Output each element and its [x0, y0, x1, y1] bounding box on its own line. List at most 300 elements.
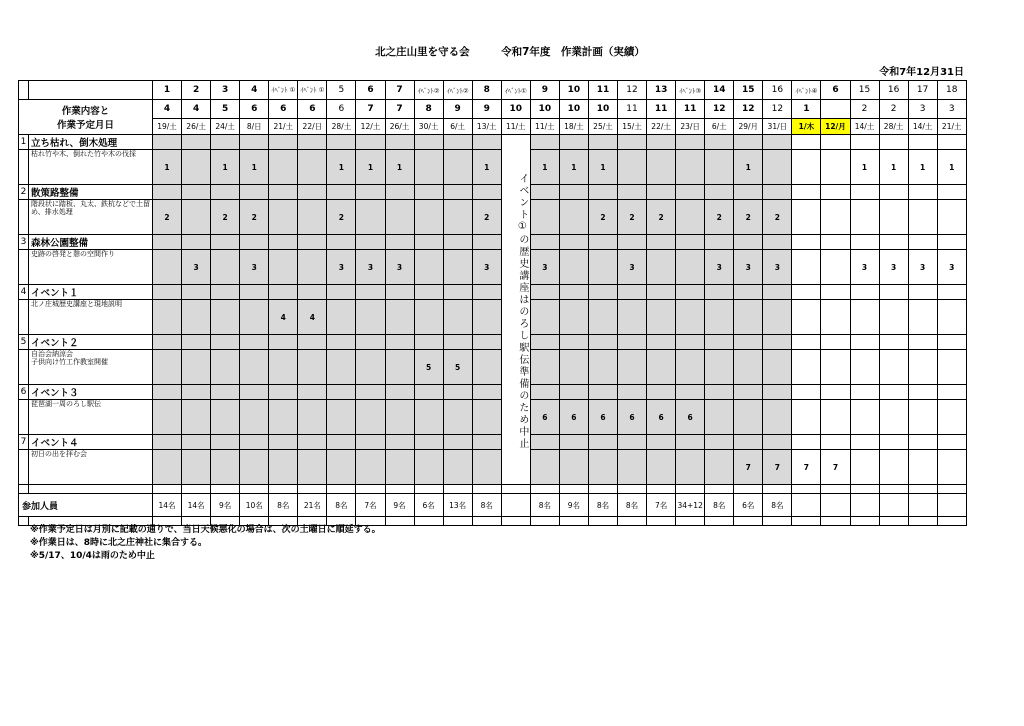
- schedule-cell: [211, 185, 240, 200]
- column-month: 7: [385, 100, 414, 119]
- schedule-cell: [705, 385, 734, 400]
- participants-count: 10名: [240, 494, 269, 517]
- column-number: ｲﾍﾞﾝﾄ②: [414, 81, 443, 100]
- schedule-cell: [821, 335, 850, 350]
- spacer: [879, 517, 908, 526]
- schedule-value: [153, 300, 182, 335]
- schedule-cell: [908, 185, 937, 200]
- schedule-value: [559, 300, 588, 335]
- event-cancel-note: イベント①の歴史講座はのろし駅伝準備のため中止: [501, 135, 530, 485]
- column-number: ｲﾍﾞﾝﾄ ①: [298, 81, 327, 100]
- schedule-value: [908, 200, 937, 235]
- schedule-value: [705, 150, 734, 185]
- schedule-value: [298, 250, 327, 285]
- schedule-value: [879, 400, 908, 435]
- schedule-value: [792, 150, 821, 185]
- schedule-value: [298, 450, 327, 485]
- schedule-cell: [647, 185, 676, 200]
- section-description: 枯れ竹や木、倒れた竹や木の伐採: [29, 150, 153, 185]
- spacer: [792, 517, 821, 526]
- schedule-cell: [385, 235, 414, 250]
- work-plan-table: [18, 80, 967, 526]
- schedule-cell: [443, 335, 472, 350]
- schedule-cell: [588, 335, 617, 350]
- schedule-value: 1: [559, 150, 588, 185]
- schedule-value: [298, 400, 327, 435]
- header-month-row: [19, 100, 967, 119]
- schedule-cell: [472, 435, 501, 450]
- schedule-value: [385, 400, 414, 435]
- schedule-value: [269, 250, 298, 285]
- section-name: イベント２: [29, 335, 153, 350]
- schedule-value: 2: [647, 200, 676, 235]
- column-day: 12/月: [821, 119, 850, 135]
- spacer: [530, 485, 559, 494]
- schedule-cell: [356, 285, 385, 300]
- schedule-cell: [879, 285, 908, 300]
- schedule-cell: [182, 385, 211, 400]
- schedule-value: 6: [647, 400, 676, 435]
- spacer: [385, 485, 414, 494]
- schedule-value: [327, 350, 356, 385]
- footnote: ※5/17、10/4は雨のため中止: [30, 551, 155, 561]
- schedule-cell: [937, 285, 966, 300]
- schedule-value: [559, 200, 588, 235]
- column-day: 6/土: [705, 119, 734, 135]
- participants-label: 参加人員: [19, 494, 153, 517]
- column-day: 28/土: [879, 119, 908, 135]
- column-number: 8: [472, 81, 501, 100]
- participants-count: [821, 494, 850, 517]
- schedule-value: [443, 300, 472, 335]
- schedule-value: [559, 350, 588, 385]
- schedule-value: [443, 200, 472, 235]
- spacer: [501, 485, 530, 494]
- participants-count: 8名: [472, 494, 501, 517]
- schedule-value: 5: [443, 350, 472, 385]
- schedule-value: [850, 350, 879, 385]
- schedule-cell: [414, 235, 443, 250]
- section-number: 6: [19, 385, 29, 400]
- corner-cell: [19, 81, 29, 100]
- participants-count: 8名: [588, 494, 617, 517]
- spacer: [19, 485, 29, 494]
- schedule-value: [298, 150, 327, 185]
- section-title-row: [19, 285, 967, 300]
- schedule-value: [472, 350, 501, 385]
- spacer: [414, 517, 443, 526]
- schedule-cell: [647, 435, 676, 450]
- schedule-value: [356, 200, 385, 235]
- schedule-value: [153, 250, 182, 285]
- footnotes: [30, 524, 381, 563]
- column-day: 24/土: [211, 119, 240, 135]
- spacer: [879, 485, 908, 494]
- section-number: 2: [19, 185, 29, 200]
- corner-cell: [29, 81, 153, 100]
- schedule-value: [908, 450, 937, 485]
- schedule-cell: [792, 435, 821, 450]
- schedule-value: 3: [879, 250, 908, 285]
- column-month: 10: [588, 100, 617, 119]
- section-number: 1: [19, 135, 29, 150]
- schedule-cell: [530, 135, 559, 150]
- column-number: 10: [559, 81, 588, 100]
- participants-count: 9名: [559, 494, 588, 517]
- schedule-cell: [327, 385, 356, 400]
- schedule-value: [443, 250, 472, 285]
- schedule-value: [850, 400, 879, 435]
- spacer-row: [19, 485, 967, 494]
- schedule-value: [530, 350, 559, 385]
- schedule-cell: [327, 135, 356, 150]
- schedule-value: [588, 450, 617, 485]
- schedule-value: [182, 450, 211, 485]
- section-title-row: [19, 385, 967, 400]
- schedule-value: [269, 350, 298, 385]
- schedule-cell: [240, 235, 269, 250]
- schedule-cell: [792, 135, 821, 150]
- schedule-cell: [618, 135, 647, 150]
- schedule-cell: [559, 135, 588, 150]
- column-day: 23/日: [676, 119, 705, 135]
- schedule-cell: [676, 435, 705, 450]
- participants-count: 8名: [530, 494, 559, 517]
- schedule-cell: [937, 185, 966, 200]
- schedule-cell: [443, 135, 472, 150]
- participants-count: 34+12: [676, 494, 705, 517]
- schedule-cell: [443, 285, 472, 300]
- column-number: 5: [327, 81, 356, 100]
- column-day: 29/月: [734, 119, 763, 135]
- participants-count: 8名: [327, 494, 356, 517]
- schedule-cell: [763, 285, 792, 300]
- schedule-value: [676, 150, 705, 185]
- schedule-cell: [850, 135, 879, 150]
- section-name: イベント３: [29, 385, 153, 400]
- section-number-blank: [19, 150, 29, 185]
- schedule-cell: [153, 185, 182, 200]
- schedule-value: 3: [182, 250, 211, 285]
- schedule-value: [385, 350, 414, 385]
- schedule-value: [240, 450, 269, 485]
- schedule-value: 2: [705, 200, 734, 235]
- schedule-cell: [153, 435, 182, 450]
- schedule-value: [937, 300, 966, 335]
- schedule-cell: [908, 335, 937, 350]
- schedule-cell: [298, 335, 327, 350]
- schedule-value: 1: [937, 150, 966, 185]
- schedule-value: [472, 300, 501, 335]
- schedule-value: 2: [472, 200, 501, 235]
- spacer: [443, 485, 472, 494]
- section-name: イベント４: [29, 435, 153, 450]
- section-activity-row: [19, 150, 967, 185]
- spacer: [676, 485, 705, 494]
- schedule-value: [937, 200, 966, 235]
- section-activity-row: [19, 250, 967, 285]
- spacer: [850, 517, 879, 526]
- column-month: 9: [443, 100, 472, 119]
- spacer: [850, 485, 879, 494]
- schedule-value: [792, 400, 821, 435]
- schedule-cell: [327, 185, 356, 200]
- spacer: [530, 517, 559, 526]
- spacer: [647, 517, 676, 526]
- schedule-value: [385, 300, 414, 335]
- column-number: 2: [182, 81, 211, 100]
- schedule-cell: [705, 135, 734, 150]
- spacer: [792, 485, 821, 494]
- spacer: [153, 485, 182, 494]
- schedule-cell: [356, 135, 385, 150]
- document-date: 令和7年12月31日: [879, 67, 964, 78]
- schedule-cell: [850, 435, 879, 450]
- participants-count: [879, 494, 908, 517]
- column-number: 3: [211, 81, 240, 100]
- header-number-row: [19, 81, 967, 100]
- footnote: ※作業日は、8時に北之庄神社に集合する。: [30, 538, 208, 548]
- schedule-value: [182, 300, 211, 335]
- spacer: [356, 485, 385, 494]
- schedule-value: [240, 350, 269, 385]
- schedule-value: [763, 400, 792, 435]
- schedule-cell: [240, 435, 269, 450]
- schedule-cell: [414, 285, 443, 300]
- schedule-cell: [211, 435, 240, 450]
- schedule-cell: [734, 335, 763, 350]
- schedule-value: 1: [153, 150, 182, 185]
- schedule-cell: [559, 285, 588, 300]
- schedule-cell: [269, 235, 298, 250]
- schedule-cell: [472, 235, 501, 250]
- schedule-cell: [269, 185, 298, 200]
- spacer: [443, 517, 472, 526]
- schedule-value: [385, 200, 414, 235]
- schedule-value: [792, 250, 821, 285]
- schedule-cell: [443, 385, 472, 400]
- section-name: 散策路整備: [29, 185, 153, 200]
- participants-count: 9名: [211, 494, 240, 517]
- schedule-value: [472, 400, 501, 435]
- participants-count: [850, 494, 879, 517]
- spacer: [734, 517, 763, 526]
- schedule-value: [647, 250, 676, 285]
- schedule-cell: [530, 385, 559, 400]
- schedule-cell: [705, 235, 734, 250]
- schedule-cell: [211, 335, 240, 350]
- section-activity-row: [19, 450, 967, 485]
- schedule-value: [734, 300, 763, 335]
- schedule-cell: [153, 235, 182, 250]
- schedule-cell: [618, 335, 647, 350]
- schedule-value: [676, 300, 705, 335]
- schedule-value: 3: [937, 250, 966, 285]
- participants-count: 21名: [298, 494, 327, 517]
- schedule-cell: [559, 235, 588, 250]
- schedule-value: [850, 200, 879, 235]
- column-month: 9: [472, 100, 501, 119]
- schedule-cell: [559, 185, 588, 200]
- schedule-cell: [211, 385, 240, 400]
- schedule-value: 1: [327, 150, 356, 185]
- schedule-value: [182, 350, 211, 385]
- schedule-value: [879, 300, 908, 335]
- schedule-value: [792, 300, 821, 335]
- column-number: 14: [705, 81, 734, 100]
- schedule-cell: [182, 135, 211, 150]
- schedule-cell: [879, 235, 908, 250]
- column-number: 17: [908, 81, 937, 100]
- schedule-value: [588, 350, 617, 385]
- participants-count: 9名: [385, 494, 414, 517]
- schedule-value: 6: [530, 400, 559, 435]
- schedule-cell: [908, 435, 937, 450]
- schedule-value: 7: [792, 450, 821, 485]
- schedule-cell: [588, 285, 617, 300]
- spacer: [327, 485, 356, 494]
- schedule-value: 2: [588, 200, 617, 235]
- column-month: 2: [879, 100, 908, 119]
- schedule-cell: [240, 335, 269, 350]
- schedule-value: [298, 200, 327, 235]
- schedule-cell: [821, 385, 850, 400]
- schedule-value: 3: [327, 250, 356, 285]
- schedule-cell: [850, 285, 879, 300]
- column-month: 12: [734, 100, 763, 119]
- schedule-value: 1: [356, 150, 385, 185]
- schedule-cell: [937, 135, 966, 150]
- participants-count: 8名: [763, 494, 792, 517]
- schedule-cell: [269, 335, 298, 350]
- schedule-cell: [182, 185, 211, 200]
- schedule-value: 1: [850, 150, 879, 185]
- schedule-value: [414, 250, 443, 285]
- spacer: [559, 517, 588, 526]
- section-number: 3: [19, 235, 29, 250]
- schedule-cell: [850, 185, 879, 200]
- schedule-value: [356, 450, 385, 485]
- schedule-value: [182, 400, 211, 435]
- column-number: ｲﾍﾞﾝﾄ④: [792, 81, 821, 100]
- column-day: 30/土: [414, 119, 443, 135]
- schedule-cell: [879, 185, 908, 200]
- schedule-value: [153, 350, 182, 385]
- column-month: 8: [414, 100, 443, 119]
- column-month: 10: [530, 100, 559, 119]
- schedule-value: [618, 350, 647, 385]
- column-number: 16: [763, 81, 792, 100]
- section-number-blank: [19, 450, 29, 485]
- column-month: 6: [298, 100, 327, 119]
- section-number: 7: [19, 435, 29, 450]
- schedule-value: 6: [676, 400, 705, 435]
- schedule-value: [705, 300, 734, 335]
- schedule-value: 4: [298, 300, 327, 335]
- spacer: [240, 485, 269, 494]
- schedule-value: [908, 350, 937, 385]
- schedule-cell: [734, 435, 763, 450]
- schedule-value: [647, 450, 676, 485]
- column-day: 21/土: [937, 119, 966, 135]
- participants-count: 13名: [443, 494, 472, 517]
- schedule-value: [211, 450, 240, 485]
- schedule-cell: [588, 185, 617, 200]
- schedule-cell: [647, 135, 676, 150]
- schedule-value: 1: [734, 150, 763, 185]
- schedule-value: 3: [850, 250, 879, 285]
- schedule-cell: [879, 435, 908, 450]
- schedule-cell: [182, 285, 211, 300]
- spacer: [705, 517, 734, 526]
- column-day: 22/土: [647, 119, 676, 135]
- column-day: 6/土: [443, 119, 472, 135]
- schedule-cell: [937, 335, 966, 350]
- schedule-cell: [821, 185, 850, 200]
- schedule-cell: [676, 285, 705, 300]
- schedule-cell: [908, 135, 937, 150]
- schedule-cell: [153, 285, 182, 300]
- column-day: 26/土: [385, 119, 414, 135]
- schedule-value: [211, 250, 240, 285]
- spacer: [298, 485, 327, 494]
- spacer: [937, 517, 966, 526]
- schedule-value: [414, 400, 443, 435]
- schedule-value: [705, 350, 734, 385]
- schedule-cell: [414, 385, 443, 400]
- spacer: [559, 485, 588, 494]
- column-day: 31/日: [763, 119, 792, 135]
- schedule-value: [559, 450, 588, 485]
- schedule-cell: [588, 235, 617, 250]
- schedule-value: [734, 400, 763, 435]
- schedule-cell: [356, 435, 385, 450]
- schedule-cell: [211, 235, 240, 250]
- column-day: 22/日: [298, 119, 327, 135]
- schedule-cell: [705, 285, 734, 300]
- schedule-cell: [647, 335, 676, 350]
- schedule-value: [269, 150, 298, 185]
- schedule-value: [385, 450, 414, 485]
- column-number: 16: [879, 81, 908, 100]
- schedule-cell: [530, 285, 559, 300]
- spacer: [676, 517, 705, 526]
- schedule-cell: [327, 235, 356, 250]
- schedule-value: [821, 350, 850, 385]
- column-number: 11: [588, 81, 617, 100]
- column-month: [821, 100, 850, 119]
- schedule-value: 2: [240, 200, 269, 235]
- schedule-cell: [879, 385, 908, 400]
- schedule-cell: [414, 185, 443, 200]
- participants-count: 8名: [618, 494, 647, 517]
- schedule-cell: [240, 385, 269, 400]
- spacer: [821, 485, 850, 494]
- spacer: [937, 485, 966, 494]
- schedule-value: [269, 200, 298, 235]
- schedule-value: 6: [559, 400, 588, 435]
- section-activity-row: [19, 400, 967, 435]
- schedule-cell: [705, 185, 734, 200]
- schedule-cell: [588, 135, 617, 150]
- schedule-cell: [385, 435, 414, 450]
- column-day: 1/木: [792, 119, 821, 135]
- schedule-cell: [240, 185, 269, 200]
- participants-count: 7名: [647, 494, 676, 517]
- column-number: ｲﾍﾞﾝﾄ ①: [269, 81, 298, 100]
- schedule-value: 1: [240, 150, 269, 185]
- column-month: 11: [676, 100, 705, 119]
